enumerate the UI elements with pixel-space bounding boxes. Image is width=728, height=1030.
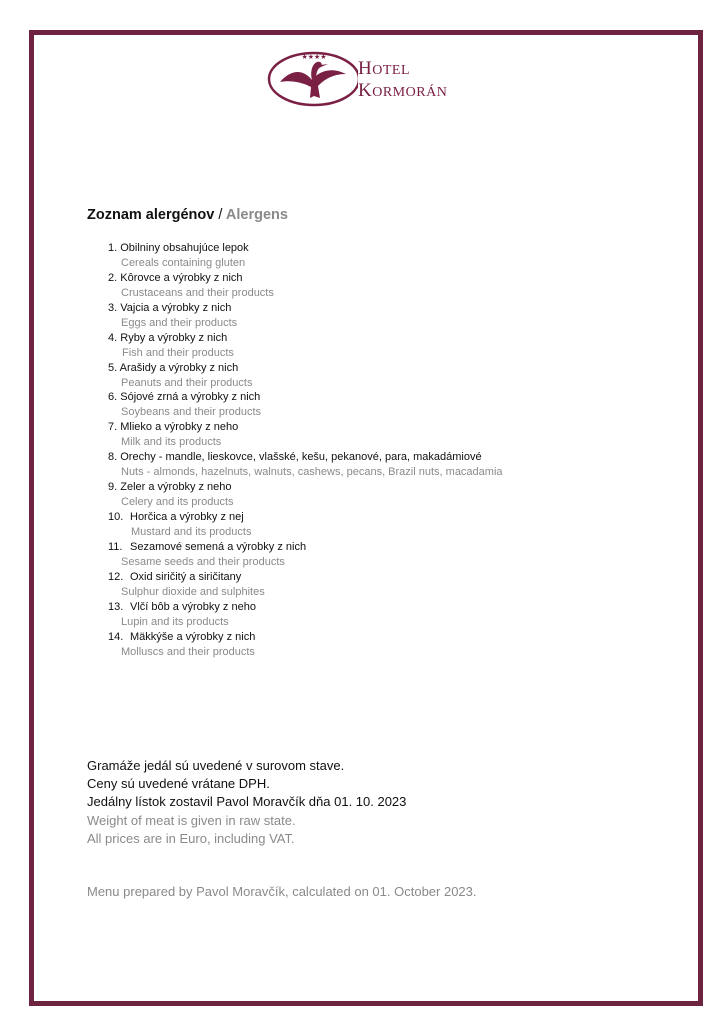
allergen-name-en: Mustard and its products: [131, 526, 252, 539]
section-title: [87, 207, 288, 223]
allergen-item: [108, 510, 503, 540]
allergen-number: 2.: [108, 271, 118, 284]
allergen-number: 8.: [108, 451, 118, 464]
allergen-name-en: Molluscs and their products: [121, 645, 255, 658]
allergen-number: 5.: [108, 361, 118, 374]
allergen-name-en: Peanuts and their products: [121, 376, 253, 389]
allergen-number: 7.: [108, 421, 118, 434]
allergen-name-en: Cereals containing gluten: [121, 257, 246, 269]
logo-line-2: KORMORÁN: [358, 80, 448, 101]
allergen-item: [108, 540, 503, 570]
allergen-number: 12.: [108, 570, 124, 583]
allergen-name-en: Soybeans and their products: [121, 406, 262, 419]
allergen-name-sk: Horčica a výrobky z nej: [130, 511, 244, 524]
allergen-item: [108, 420, 503, 450]
allergen-name-sk: Oxid siričitý a siričitany: [130, 570, 242, 583]
allergen-name-en: Nuts - almonds, hazelnuts, walnuts, cashews, pecans, Brazil nuts, macadamia: [121, 466, 503, 479]
allergen-number: 3.: [108, 301, 118, 314]
allergen-number: 14.: [108, 630, 124, 643]
allergen-item: [108, 630, 503, 660]
allergen-name-en: Sesame seeds and their products: [121, 555, 285, 568]
allergen-item: [108, 331, 503, 361]
logo-text: [358, 59, 447, 103]
allergen-name-sk: Vlčí bôb a výrobky z neho: [130, 600, 256, 613]
allergen-name-sk: Mlieko a výrobky z neho: [120, 421, 239, 434]
allergen-name-sk: Obilniny obsahujúce lepok: [120, 242, 249, 254]
allergen-name-en: Milk and its products: [121, 436, 222, 449]
allergen-item: [108, 241, 503, 271]
note-weight-en: Weight of meat is given in raw state.: [87, 812, 296, 828]
hotel-logo: [266, 50, 466, 110]
allergen-name-sk: Orechy - mandle, lieskovce, vlašské, kešu, pekanové, para, makadámiové: [120, 451, 482, 464]
allergen-number: 11.: [108, 540, 123, 553]
allergen-name-en: Eggs and their products: [121, 316, 238, 329]
allergen-item: [108, 600, 503, 630]
note-prepared-sk: Jedálny lístok zostavil Pavol Moravčík dňa 01. 10. 2023: [87, 794, 407, 810]
allergen-name-en: Celery and its products: [121, 496, 234, 509]
note-vat-en: All prices are in Euro, including VAT.: [87, 830, 295, 846]
title-separator: /: [218, 207, 223, 223]
allergen-name-en: Fish and their products: [122, 346, 234, 359]
menu-prepared-en: Menu prepared by Pavol Moravčík, calculated on 01. October 2023.: [87, 884, 477, 899]
allergen-name-en: Lupin and its products: [121, 615, 229, 628]
menu-notes: [87, 757, 406, 848]
allergen-item: [108, 271, 503, 301]
note-weight-sk: Gramáže jedál sú uvedené v surovom stave.: [87, 758, 345, 773]
logo-stars: ★★★★: [301, 53, 327, 61]
allergen-number: 4.: [108, 331, 118, 344]
allergen-item: [108, 390, 503, 420]
allergen-name-sk: Ryby a výrobky z nich: [120, 331, 228, 344]
note-vat-sk: Ceny sú uvedené vrátane DPH.: [87, 776, 270, 792]
allergen-name-sk: Sezamové semená a výrobky z nich: [130, 540, 307, 553]
logo-line-1: HOTEL: [358, 58, 410, 79]
allergen-list: [108, 241, 503, 659]
allergen-name-sk: Mäkkýše a výrobky z nich: [130, 630, 256, 643]
allergen-item: [108, 570, 503, 600]
allergen-number: 9.: [108, 481, 118, 494]
allergen-item: [108, 480, 503, 510]
allergen-number: 10.: [108, 511, 124, 524]
cormorant-logo-icon: [266, 50, 358, 110]
allergen-name-sk: Zeler a výrobky z neho: [120, 481, 232, 494]
allergen-name-sk: Sójové zrná a výrobky z nich: [120, 391, 261, 404]
title-sk: Zoznam alergénov: [87, 207, 215, 223]
title-en: Alergens: [225, 207, 288, 223]
allergen-name-en: Sulphur dioxide and sulphites: [121, 585, 265, 598]
allergen-name-sk: Kôrovce a výrobky z nich: [120, 271, 243, 284]
allergen-item: [108, 450, 503, 480]
allergen-number: 13.: [108, 600, 124, 613]
allergen-number: 1.: [108, 242, 118, 254]
allergen-item: [108, 361, 503, 391]
allergen-name-sk: Vajcia a výrobky z nich: [120, 301, 232, 314]
allergen-name-en: Crustaceans and their products: [121, 286, 274, 299]
allergen-item: [108, 301, 503, 331]
allergen-name-sk: Arašidy a výrobky z nich: [119, 361, 239, 374]
allergen-number: 6.: [108, 391, 118, 404]
